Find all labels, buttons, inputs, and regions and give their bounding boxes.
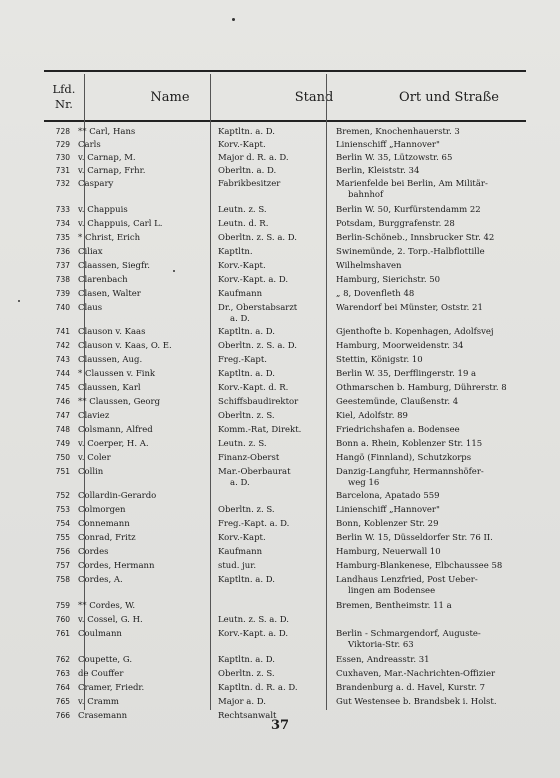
row-name: v. Chappuis, Carl L. (78, 219, 163, 229)
row-stand: Korv.-Kapt. a. D. (218, 275, 289, 285)
table-row (44, 247, 526, 259)
table-row (44, 383, 526, 395)
row-number: 750 (55, 453, 70, 462)
row-address-continued: lingen am Bodensee (348, 586, 436, 596)
row-stand: Kaptltn. a. D. (218, 655, 275, 665)
row-name: v. Carnap, Frhr. (78, 166, 146, 176)
table-row (44, 289, 526, 301)
row-address: Berlin W. 35, Lützowstr. 65 (336, 153, 453, 163)
row-number: 732 (55, 179, 70, 188)
row-stand: Dr., Oberstabsarzt (218, 303, 298, 313)
row-name: ** Claussen, Georg (78, 397, 161, 407)
row-name: Crasemann (78, 711, 128, 721)
row-number: 745 (55, 383, 70, 392)
table-row (44, 411, 526, 423)
row-name: Clauson v. Kaas, O. E. (78, 341, 172, 351)
row-number: 762 (55, 655, 70, 664)
row-address: Hamburg, Sierichstr. 50 (336, 275, 441, 285)
top-rule (44, 70, 526, 72)
table-row (44, 575, 526, 596)
row-address: Hangö (Finnland), Schutzkorps (336, 453, 472, 463)
row-number: 759 (55, 601, 70, 610)
row-name: v. Cramm (78, 697, 119, 707)
print-speck (232, 18, 235, 21)
row-number: 733 (55, 205, 70, 214)
row-name: Cordes, Hermann (78, 561, 155, 571)
row-number: 764 (55, 683, 70, 692)
row-number: 735 (55, 233, 70, 242)
row-number: 742 (55, 341, 70, 350)
row-stand: Schiffsbaudirektor (218, 397, 299, 407)
row-address: Othmarschen b. Hamburg, Dührerstr. 8 (336, 383, 507, 393)
row-address: Cuxhaven, Mar.-Nachrichten-Offizier (336, 669, 496, 679)
row-name: v. Chappuis (78, 205, 128, 215)
table-row (44, 669, 526, 681)
table-row (44, 127, 526, 139)
table-row (44, 369, 526, 381)
row-name: ** Cordes, W. (78, 601, 136, 611)
row-number: 747 (55, 411, 70, 420)
row-number: 763 (55, 669, 70, 678)
row-stand: Korv.-Kapt. (218, 140, 266, 150)
row-address: Warendorf bei Münster, Oststr. 21 (336, 303, 483, 313)
row-stand: Oberltn. z. S. (218, 505, 275, 515)
row-stand: Korv.-Kapt. (218, 261, 266, 271)
row-address: Barcelona, Apatado 559 (336, 491, 440, 501)
table-row (44, 397, 526, 409)
row-number: 746 (55, 397, 70, 406)
row-name: Clasen, Walter (78, 289, 141, 299)
table-row (44, 219, 526, 231)
row-address-continued: weg 16 (348, 478, 380, 488)
row-number: 743 (55, 355, 70, 364)
row-address-continued: Viktoria-Str. 63 (348, 640, 414, 650)
table-row (44, 519, 526, 531)
row-number: 736 (55, 247, 70, 256)
row-number: 751 (55, 467, 70, 476)
table-row (44, 179, 526, 200)
table-row (44, 615, 526, 627)
row-number: 757 (55, 561, 70, 570)
row-name: Cordes, A. (78, 575, 123, 585)
table-row (44, 697, 526, 709)
row-stand: Korv.-Kapt. d. R. (218, 383, 289, 393)
row-name: v. Carnap, M. (78, 153, 136, 163)
row-name: Claus (78, 303, 103, 313)
row-address: Potsdam, Burggrafenstr. 28 (336, 219, 455, 229)
row-name: de Couffer (78, 669, 124, 679)
row-address: Kiel, Adolfstr. 89 (336, 411, 408, 421)
table-row (44, 547, 526, 559)
row-stand: Freg.-Kapt. a. D. (218, 519, 290, 529)
table-row (44, 683, 526, 695)
table-row (44, 153, 526, 165)
row-number: 754 (55, 519, 70, 528)
row-stand: Leutn. z. S. (218, 205, 267, 215)
row-address-continued: bahnhof (348, 190, 384, 200)
row-name: Collin (78, 467, 104, 477)
row-stand: Leutn. z. S. (218, 439, 267, 449)
table-row (44, 561, 526, 573)
row-name: Cordes (78, 547, 109, 557)
header-stand: Stand (294, 89, 334, 105)
row-number: 730 (55, 153, 70, 162)
row-stand: Korv.-Kapt. (218, 533, 266, 543)
row-name: Colmorgen (78, 505, 126, 515)
row-stand: Kaufmann (218, 547, 263, 557)
row-name: Cramer, Friedr. (78, 683, 145, 693)
row-address: Essen, Andreasstr. 31 (336, 655, 430, 665)
row-number: 755 (55, 533, 70, 542)
row-address: Gjenthofte b. Kopenhagen, Adolfsvej (336, 327, 494, 337)
row-address: Bremen, Bentheimstr. 11 a (336, 601, 452, 611)
row-stand: Kaptltn. d. R. a. D. (218, 683, 298, 693)
row-address: Marienfelde bei Berlin, Am Militär- (336, 179, 488, 189)
row-name: v. Coler (78, 453, 111, 463)
row-name: v. Coerper, H. A. (78, 439, 149, 449)
row-number: 756 (55, 547, 70, 556)
row-address: Hamburg-Blankenese, Elbchaussee 58 (336, 561, 503, 571)
row-stand: Kaptltn. a. D. (218, 575, 275, 585)
header-number-line1: Lfd. (52, 82, 76, 96)
row-stand: Kaufmann (218, 289, 263, 299)
table-row (44, 303, 526, 324)
row-address: Brandenburg a. d. Havel, Kurstr. 7 (336, 683, 486, 693)
row-name: Collardin-Gerardo (78, 491, 157, 501)
table-row (44, 491, 526, 503)
row-name: Conrad, Fritz (78, 533, 136, 543)
table-row (44, 505, 526, 517)
row-number: 748 (55, 425, 70, 434)
row-stand: Fabrikbesitzer (218, 179, 281, 189)
row-number: 765 (55, 697, 70, 706)
row-number: 760 (55, 615, 70, 624)
row-address: Linienschiff „Hannover" (336, 505, 440, 515)
table-header (44, 74, 526, 122)
table-row (44, 327, 526, 339)
table-row (44, 166, 526, 178)
row-name: v. Cossel, G. H. (78, 615, 143, 625)
row-address: Stettin, Königstr. 10 (336, 355, 423, 365)
row-address: Gut Westensee b. Brandsbek i. Holst. (336, 697, 497, 707)
row-number: 766 (55, 711, 70, 720)
header-number (44, 74, 84, 120)
table-row (44, 341, 526, 353)
row-number: 728 (55, 127, 70, 136)
row-stand: Komm.-Rat, Direkt. (218, 425, 302, 435)
row-stand: Freg.-Kapt. (218, 355, 267, 365)
row-number: 738 (55, 275, 70, 284)
row-name: Coulmann (78, 629, 122, 639)
row-name: Ciliax (78, 247, 103, 257)
row-stand: Kaptltn. a. D. (218, 127, 275, 137)
row-stand: Kaptltn. a. D. (218, 327, 275, 337)
row-address: Friedrichshafen a. Bodensee (336, 425, 460, 435)
row-name: Colsmann, Alfred (78, 425, 153, 435)
table-row (44, 629, 526, 650)
row-address: Wilhelmshaven (336, 261, 402, 271)
row-number: 737 (55, 261, 70, 270)
row-address: Berlin W. 50, Kurfürstendamm 22 (336, 205, 481, 215)
row-address: Bonn, Koblenzer Str. 29 (336, 519, 439, 529)
row-stand: Leutn. d. R. (218, 219, 269, 229)
row-stand: Oberltn. z. S. (218, 411, 275, 421)
row-stand: Major d. R. a. D. (218, 153, 289, 163)
header-name: Name (150, 89, 190, 105)
row-stand: Major a. D. (218, 697, 266, 707)
header-number-line2: Nr. (55, 97, 73, 111)
table-row (44, 275, 526, 287)
row-stand: Oberltn. z. S. (218, 669, 275, 679)
row-stand: Leutn. z. S. a. D. (218, 615, 289, 625)
row-address: Hamburg, Neuerwall 10 (336, 547, 441, 557)
row-stand: Mar.-Oberbaurat (218, 467, 291, 477)
row-name: * Christ, Erich (78, 233, 141, 243)
table-row (44, 439, 526, 451)
row-stand: Oberltn. z. S. a. D. (218, 341, 298, 351)
page-number: 37 (270, 718, 290, 733)
row-stand: Finanz-Oberst (218, 453, 280, 463)
table-row (44, 467, 526, 488)
table-row (44, 601, 526, 613)
row-name: Claussen, Karl (78, 383, 141, 393)
row-address: Berlin W. 35, Derfflingerstr. 19 a (336, 369, 477, 379)
row-address: Berlin W. 15, Düsseldorfer Str. 76 II. (336, 533, 493, 543)
row-name: Clarenbach (78, 275, 128, 285)
row-address: Bremen, Knochenhauerstr. 3 (336, 127, 460, 137)
row-number: 753 (55, 505, 70, 514)
row-number: 731 (55, 166, 70, 175)
row-number: 729 (55, 140, 70, 149)
table-row (44, 655, 526, 667)
row-name: Coupette, G. (78, 655, 133, 665)
row-address: Hamburg, Moorweidenstr. 34 (336, 341, 464, 351)
row-stand: Kaptltn. (218, 247, 253, 257)
row-address: Berlin-Schöneb., Innsbrucker Str. 42 (336, 233, 495, 243)
row-number: 744 (55, 369, 70, 378)
row-number: 734 (55, 219, 70, 228)
row-address: Linienschiff „Hannover" (336, 140, 440, 150)
row-stand-continued: a. D. (230, 478, 250, 488)
row-address: Berlin - Schmargendorf, Auguste- (336, 629, 481, 639)
row-stand: Rechtsanwalt (218, 711, 277, 721)
row-stand: Kaptltn. a. D. (218, 369, 275, 379)
row-stand-continued: a. D. (230, 314, 250, 324)
table-row (44, 533, 526, 545)
table-row (44, 261, 526, 273)
row-stand: stud. jur. (218, 561, 257, 571)
table-row (44, 355, 526, 367)
table-row (44, 425, 526, 437)
row-number: 758 (55, 575, 70, 584)
row-number: 741 (55, 327, 70, 336)
row-stand: Oberltn. a. D. (218, 166, 277, 176)
row-name: Caspary (78, 179, 114, 189)
row-name: ** Carl, Hans (78, 127, 136, 137)
row-number: 752 (55, 491, 70, 500)
row-address: „ 8, Dovenfleth 48 (336, 289, 415, 299)
row-number: 739 (55, 289, 70, 298)
row-address: Berlin, Kleiststr. 34 (336, 166, 420, 176)
table-row (44, 140, 526, 152)
row-address: Geestemünde, Claußenstr. 4 (336, 397, 459, 407)
row-name: Carls (78, 140, 101, 150)
table-row (44, 453, 526, 465)
row-address: Bonn a. Rhein, Koblenzer Str. 115 (336, 439, 483, 449)
row-name: Connemann (78, 519, 130, 529)
table-row (44, 205, 526, 217)
row-number: 749 (55, 439, 70, 448)
row-stand: Korv.-Kapt. a. D. (218, 629, 289, 639)
row-stand: Oberltn. z. S. a. D. (218, 233, 298, 243)
row-number: 740 (55, 303, 70, 312)
row-address: Landhaus Lenzfried, Post Ueber- (336, 575, 478, 585)
row-name: Clauson v. Kaas (78, 327, 146, 337)
row-name: * Claussen v. Fink (78, 369, 156, 379)
row-number: 761 (55, 629, 70, 638)
table-row (44, 233, 526, 245)
row-name: Claviez (78, 411, 110, 421)
row-name: Claassen, Siegfr. (78, 261, 150, 271)
print-speck (18, 300, 20, 302)
header-address: Ort und Straße (399, 89, 499, 105)
row-address: Swinemünde, 2. Torp.-Halbflottille (336, 247, 485, 257)
row-name: Claussen, Aug. (78, 355, 143, 365)
row-address: Danzig-Langfuhr, Hermannshöfer- (336, 467, 484, 477)
